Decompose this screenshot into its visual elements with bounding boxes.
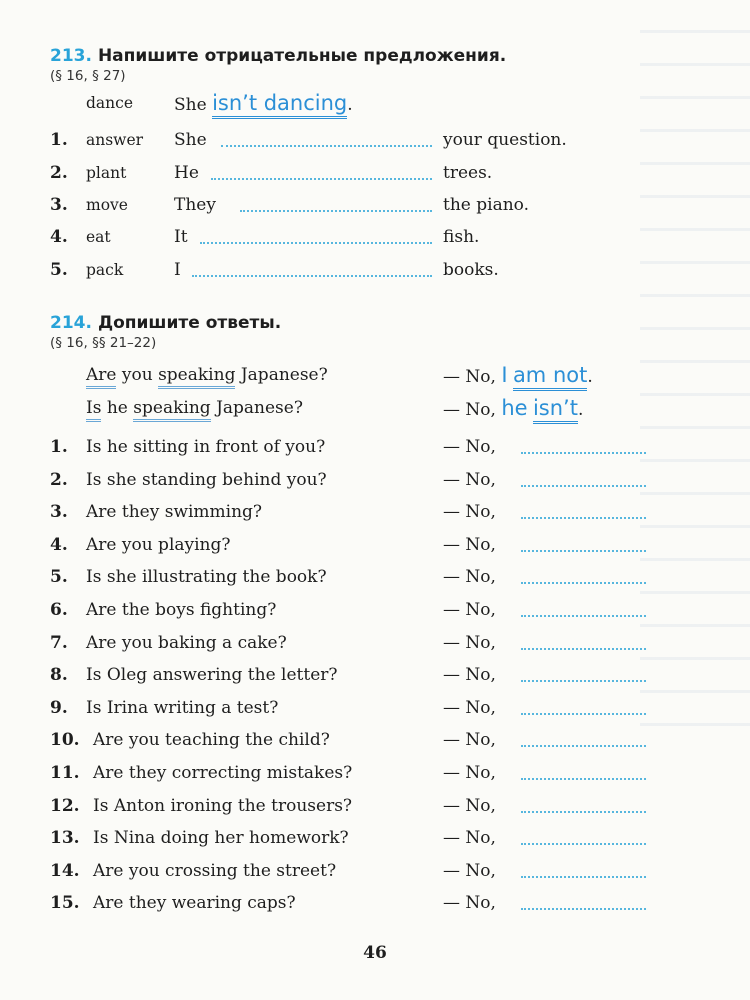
example-2-answer-pronoun: he (501, 396, 528, 420)
exercise-213-item (0, 125, 750, 155)
item-number: 8. (50, 665, 68, 686)
exercise-214-item (0, 497, 750, 527)
example-1-answer-pronoun: I (501, 363, 508, 387)
example-period: . (347, 95, 353, 115)
item-number: 15. (50, 893, 80, 914)
exercise-214-title: Допишите ответы. (97, 313, 282, 333)
example-1-question (86, 360, 328, 390)
exercise-214-item (0, 823, 750, 853)
page-number: 46 (363, 943, 387, 963)
item-subject: They (174, 195, 216, 215)
item-subject: I (174, 260, 181, 280)
example-1-answer-verb: am not (513, 363, 587, 391)
exercise-214-example-1 (0, 360, 750, 390)
item-question: Are they swimming? (86, 502, 263, 523)
item-question: Are they wearing caps? (93, 893, 296, 914)
exercise-214-heading (50, 313, 281, 333)
item-number: 6. (50, 600, 68, 620)
item-verb: eat (86, 228, 111, 246)
item-number: 1. (50, 437, 68, 457)
item-question: Are you teaching the child? (93, 730, 330, 751)
item-number: 7. (50, 632, 68, 653)
answer-prefix: — No, (443, 437, 496, 457)
item-ending: the piano. (443, 195, 529, 215)
answer-prefix: — No, (443, 795, 496, 816)
item-subject: She (174, 130, 207, 150)
item-question: Is he sitting in front of you? (86, 437, 326, 457)
exercise-214-item (0, 530, 750, 560)
example-2-pronoun: he (106, 398, 128, 418)
item-question: Is Oleg answering the letter? (86, 665, 338, 686)
answer-blank[interactable] (521, 843, 646, 845)
item-number: 2. (50, 469, 68, 490)
exercise-213-item (0, 222, 750, 252)
answer-blank[interactable] (521, 811, 646, 813)
item-question: Are you baking a cake? (86, 632, 287, 653)
answer-prefix: — No, (443, 534, 496, 555)
item-question: Is she standing behind you? (86, 469, 327, 490)
answer-prefix: — No, (443, 730, 496, 751)
exercise-213-number: 213. (50, 46, 92, 66)
answer-prefix: — No, (443, 665, 496, 686)
exercise-214-item (0, 595, 750, 625)
exercise-213-heading (50, 46, 506, 66)
item-number: 13. (50, 828, 80, 849)
answer-blank[interactable] (521, 550, 646, 552)
answer-prefix: — No, (443, 469, 496, 490)
answer-prefix: — No, (443, 828, 496, 849)
exercise-213-example (0, 88, 750, 118)
item-subject: He (174, 163, 199, 183)
answer-blank[interactable] (221, 145, 432, 147)
example-2-rest: Japanese? (216, 398, 303, 418)
answer-prefix: — No, (443, 697, 496, 718)
item-number: 4. (50, 227, 68, 247)
item-verb: pack (86, 261, 124, 279)
item-question: Are you playing? (86, 534, 231, 555)
answer-blank[interactable] (521, 680, 646, 682)
item-ending: your question. (443, 130, 567, 150)
example-verb: dance (86, 94, 133, 112)
item-number: 2. (50, 163, 68, 183)
exercise-214-reference: (§ 16, §§ 21–22) (50, 335, 157, 351)
exercise-214-item (0, 660, 750, 690)
answer-blank[interactable] (192, 275, 432, 277)
item-number: 1. (50, 130, 68, 150)
answer-blank[interactable] (521, 615, 646, 617)
example-1-answer (443, 360, 593, 392)
exercise-213-item (0, 190, 750, 220)
item-number: 9. (50, 697, 68, 718)
item-number: 11. (50, 763, 80, 783)
item-number: 5. (50, 567, 68, 588)
answer-blank[interactable] (240, 210, 432, 212)
answer-blank[interactable] (521, 517, 646, 519)
exercise-214-item (0, 562, 750, 592)
answer-prefix: — No, (443, 502, 496, 523)
example-2-answer-end: . (577, 400, 584, 420)
item-question: Is Nina doing her homework? (93, 828, 349, 849)
answer-prefix: — No, (443, 860, 496, 881)
exercise-214-item (0, 725, 750, 755)
item-ending: books. (443, 260, 499, 280)
exercise-214-item (0, 465, 750, 495)
item-verb: answer (86, 131, 144, 149)
item-question: Are they correcting mistakes? (93, 763, 353, 783)
answer-blank[interactable] (200, 242, 432, 244)
answer-prefix: — No, (443, 600, 496, 620)
exercise-213-item (0, 255, 750, 285)
item-number: 10. (50, 730, 80, 751)
example-2-answer-verb: isn’t (533, 396, 578, 424)
item-question: Is Irina writing a test? (86, 697, 279, 718)
answer-prefix: — No, (443, 893, 496, 914)
answer-blank[interactable] (211, 178, 432, 180)
item-ending: trees. (443, 163, 493, 183)
answer-blank[interactable] (521, 876, 646, 878)
example-2-verb: speaking (133, 398, 210, 422)
example-handwritten-answer: isn’t dancing (212, 91, 347, 119)
example-2-answer (443, 393, 583, 425)
example-subject-text: She (174, 95, 207, 115)
item-number: 3. (50, 195, 68, 215)
answer-blank[interactable] (521, 778, 646, 780)
exercise-214-item (0, 791, 750, 821)
item-ending: fish. (443, 227, 480, 247)
answer-prefix: — No, (443, 632, 496, 653)
example-1-answer-end: . (587, 367, 593, 387)
exercise-214-item (0, 856, 750, 886)
item-question: Is she illustrating the book? (86, 567, 327, 588)
exercise-213-title: Напишите отрицательные предложения. (97, 46, 507, 66)
exercise-213-reference: (§ 16, § 27) (50, 68, 126, 84)
exercise-213-item (0, 158, 750, 188)
answer-blank[interactable] (521, 582, 646, 584)
example-1-verb: speaking (158, 365, 235, 389)
exercise-214-item (0, 888, 750, 918)
answer-prefix: — No, (443, 763, 496, 783)
item-verb: move (86, 196, 128, 214)
item-subject: It (174, 227, 188, 247)
item-number: 3. (50, 502, 68, 523)
example-1-rest: Japanese? (240, 365, 328, 385)
exercise-214-number: 214. (50, 313, 92, 333)
example-1-pronoun: you (121, 365, 153, 385)
exercise-214-item (0, 628, 750, 658)
item-question: Are you crossing the street? (93, 860, 337, 881)
item-question: Are the boys fighting? (86, 600, 277, 620)
exercise-214-item (0, 758, 750, 788)
example-1-answer-prefix: — No, (443, 367, 496, 387)
answer-blank[interactable] (521, 648, 646, 650)
item-verb: plant (86, 164, 127, 182)
answer-blank[interactable] (521, 485, 646, 487)
answer-prefix: — No, (443, 567, 496, 588)
answer-blank[interactable] (521, 452, 646, 454)
answer-blank[interactable] (521, 908, 646, 910)
item-number: 12. (50, 795, 80, 816)
example-1-aux: Are (86, 365, 116, 389)
example-2-aux: Is (86, 398, 101, 422)
answer-blank[interactable] (521, 713, 646, 715)
example-subject (174, 88, 353, 120)
example-2-answer-prefix: — No, (443, 400, 496, 420)
example-2-question (86, 393, 303, 423)
exercise-214-example-2 (0, 393, 750, 423)
item-number: 4. (50, 534, 68, 555)
exercise-214-item (0, 432, 750, 462)
item-question: Is Anton ironing the trousers? (93, 795, 353, 816)
answer-blank[interactable] (521, 745, 646, 747)
exercise-214-item (0, 693, 750, 723)
item-number: 5. (50, 260, 68, 280)
item-number: 14. (50, 860, 80, 881)
